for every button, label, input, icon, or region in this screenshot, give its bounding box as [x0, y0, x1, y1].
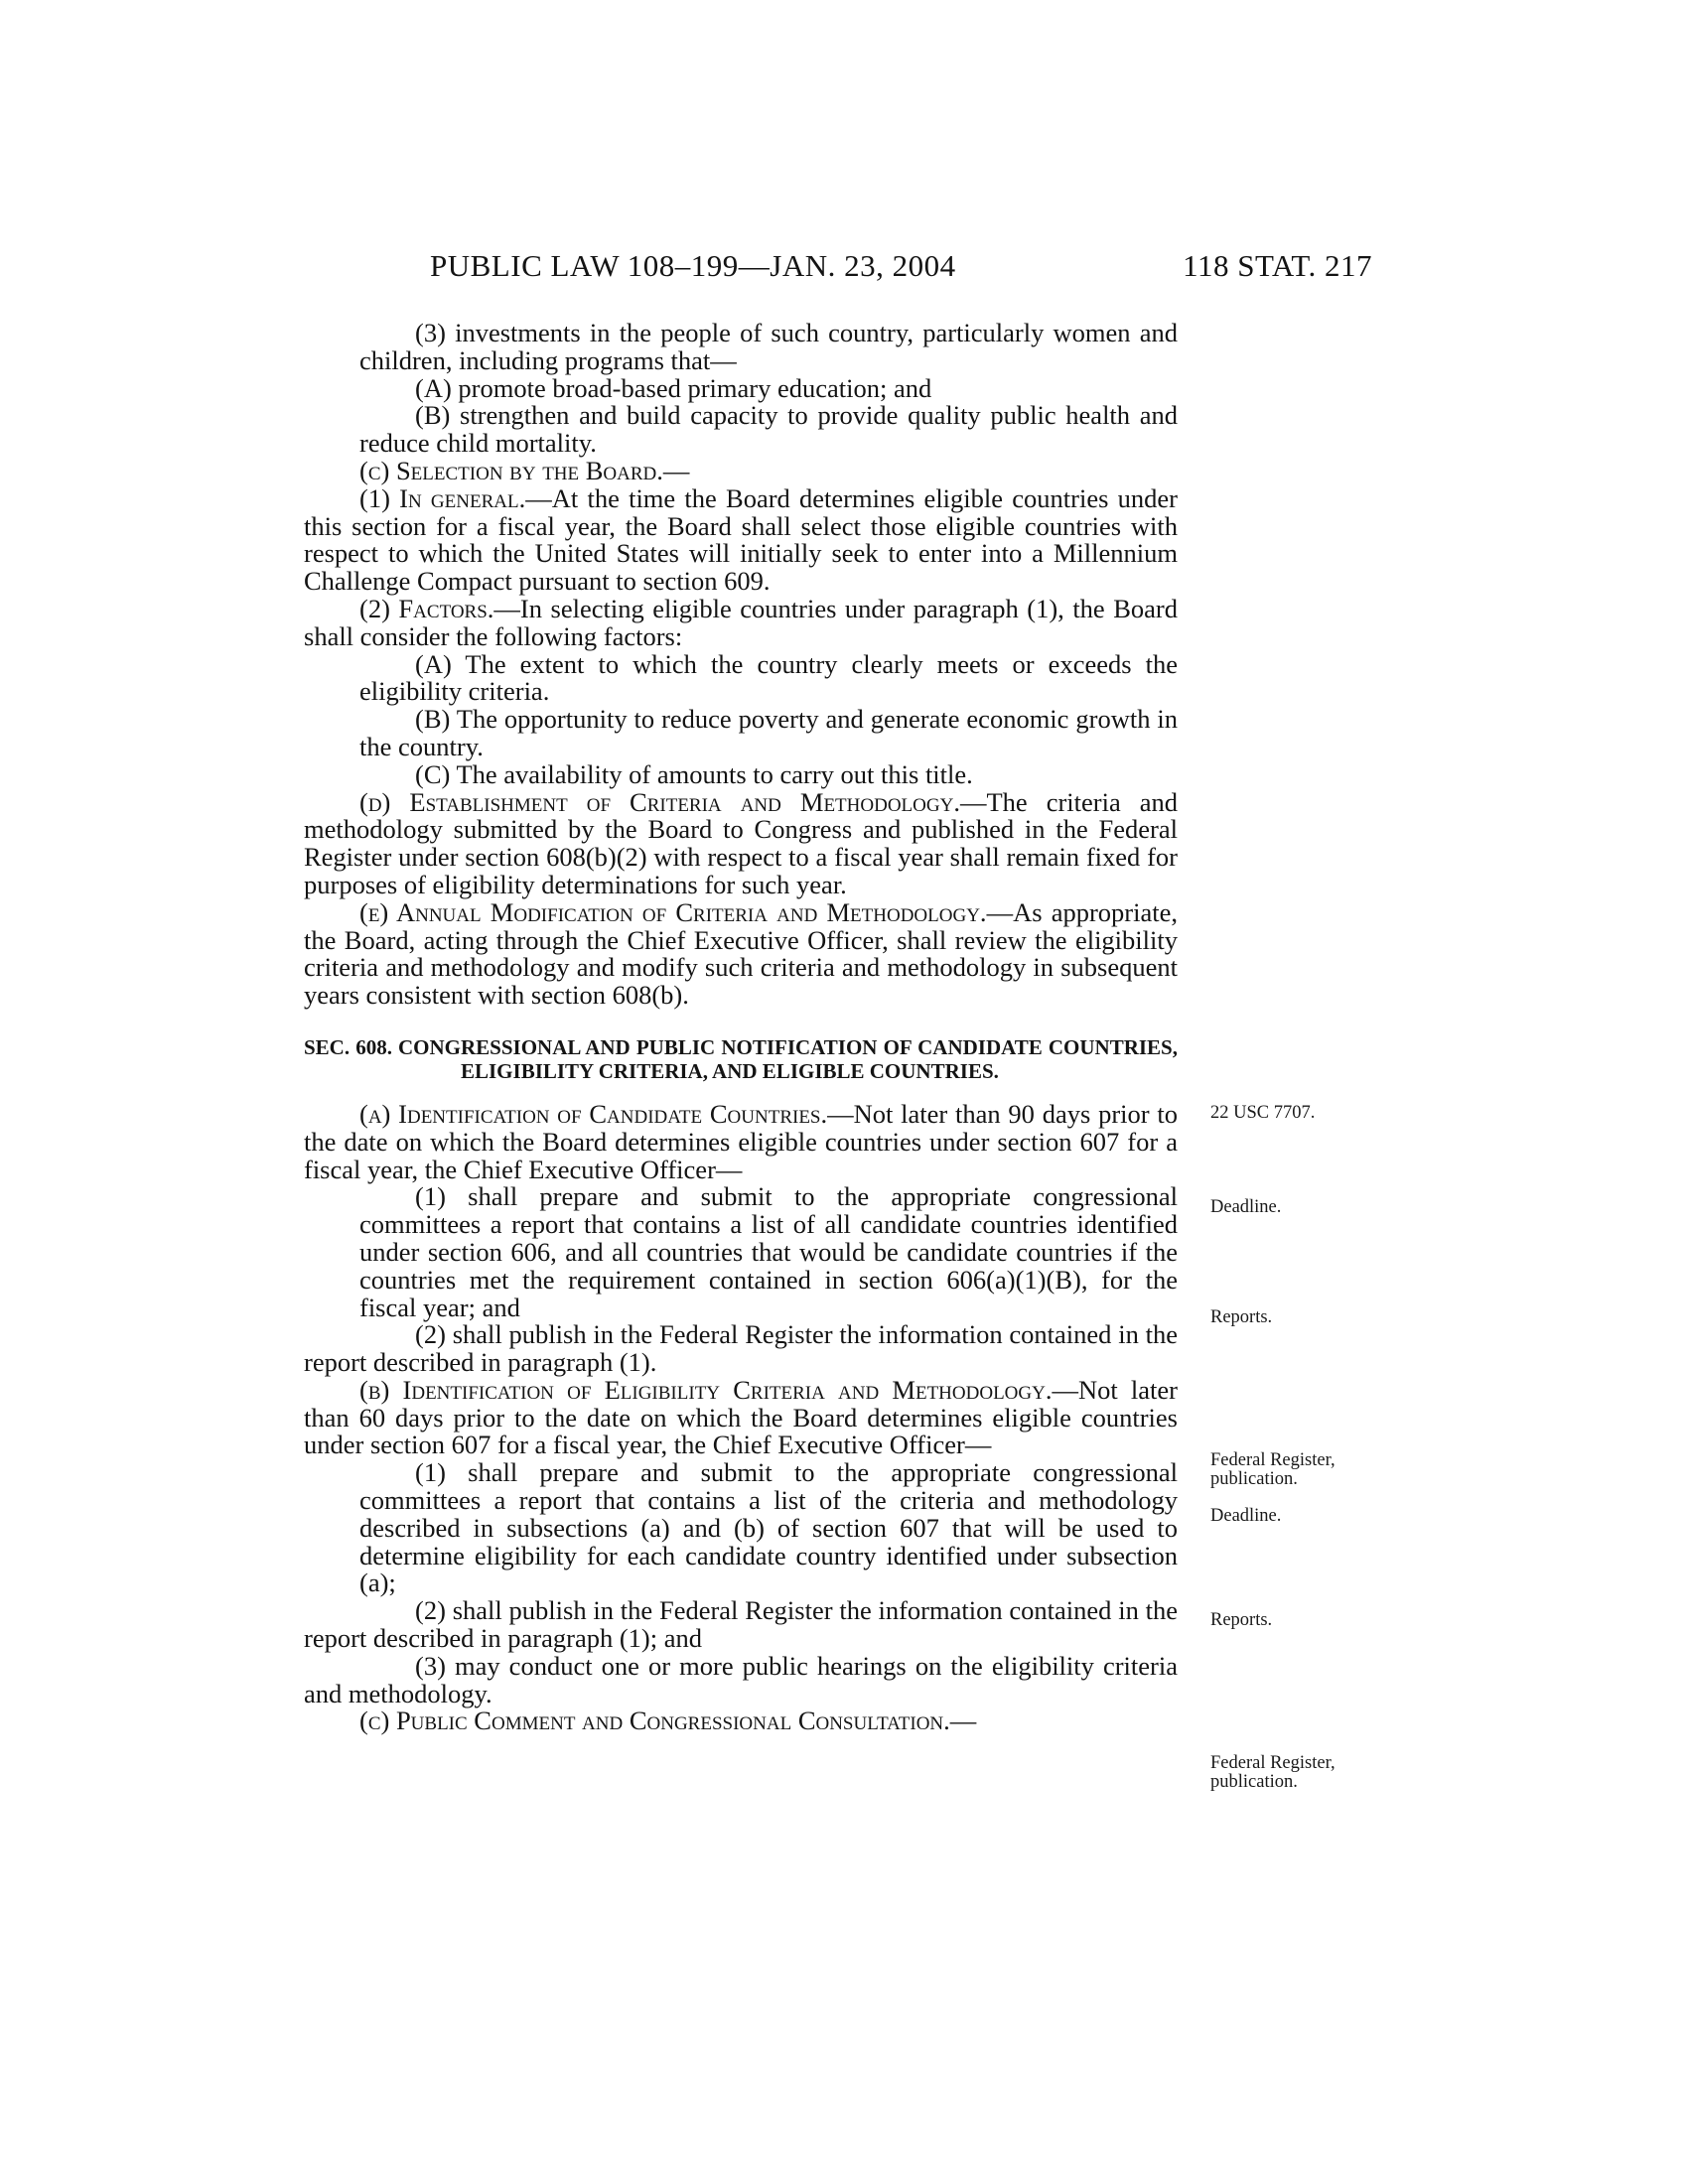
margin-note-reports: Reports.: [1210, 1610, 1273, 1630]
paragraph: (C) The availability of amounts to carry out this title.: [415, 758, 973, 789]
paragraph: (1) shall prepare and submit to the appropriate congressional committees a report that contains a list of all candidate countries identified under section 606, and all countries that would be candidate countries if the countries met the requirement contained in section 606(a)(1)(B), for the fiscal year; and: [359, 1181, 1178, 1322]
margin-note-deadline: Deadline.: [1210, 1197, 1282, 1217]
margin-note-usc: 22 USC 7707.: [1210, 1103, 1316, 1123]
margin-note-federal-register: Federal Register, publication.: [1210, 1753, 1336, 1792]
running-head: PUBLIC LAW 108–199—JAN. 23, 2004: [430, 248, 956, 283]
subsection-heading: [304, 1707, 1178, 1735]
paragraph: [304, 1374, 1178, 1460]
subsection-heading-text: (c) Selection by the Board.—: [359, 455, 690, 485]
paragraph-heading: (d) Establishment of Criteria and Methodology.: [359, 786, 960, 817]
paragraph: (A) The extent to which the country clearly meets or exceeds the eligibility criteria.: [359, 648, 1178, 707]
paragraph: (3) investments in the people of such country, particularly women and children, including programs that—: [359, 318, 1178, 375]
paragraph-text: —As appropriate, the Board, acting through the Chief Executive Officer, shall review the eligibility criteria and methodology and modify such criteria and methodology in subsequent years consistent with section 608(b).: [304, 896, 1178, 1011]
section-title: CONGRESSIONAL AND PUBLIC NOTIFICATION OF CANDIDATE COUNTRIES, ELIGIBILITY CRITERIA, AND ELIGIBLE COUNTRIES.: [398, 1034, 1178, 1083]
paragraph: (A) promote broad-based primary education; and: [415, 372, 932, 403]
paragraph: (B) strengthen and build capacity to provide quality public health and reduce child mortality.: [359, 400, 1178, 459]
paragraph-text: —The criteria and methodology submitted by the Board to Congress and published in the Federal Register under section 608(b)(2) with respect to a fiscal year shall remain fixed for purposes of eligibility determinations for such year.: [304, 786, 1179, 899]
paragraph: [304, 593, 1178, 651]
paragraph: (3) may conduct one or more public hearings on the eligibility criteria and methodology.: [304, 1650, 1178, 1708]
paragraph: [304, 896, 1178, 1011]
paragraph: [304, 482, 1178, 597]
subsection-heading-text: (c) Public Comment and Congressional Consultation.—: [359, 1706, 977, 1736]
margin-note-deadline: Deadline.: [1210, 1506, 1282, 1526]
paragraph-heading: (2) Factors.: [359, 593, 494, 623]
paragraph: (2) shall publish in the Federal Register the information contained in the report described in paragraph (1).: [304, 1319, 1178, 1378]
paragraph-heading: (1) In general.: [359, 482, 526, 513]
paragraph-text: —Not later than 90 days prior to the date on which the Board determines eligible countries under section 607 for a fiscal year, the Chief Executive Officer—: [304, 1098, 1178, 1184]
paragraph-heading: (a) Identification of Candidate Countries.: [359, 1098, 828, 1129]
paragraph-text: —Not later than 60 days prior to the date on which the Board determines eligible countries under section 607 for a fiscal year, the Chief Executive Officer—: [304, 1374, 1178, 1460]
margin-note-reports: Reports.: [1210, 1307, 1273, 1327]
paragraph-text: —At the time the Board determines eligible countries under this section for a fiscal year, the Board shall select those eligible countries with respect to which the United States will initially seek to enter into a Millennium Challenge Compact pursuant to section 609.: [304, 482, 1178, 597]
paragraph-text: —In selecting eligible countries under paragraph (1), the Board shall consider the following factors:: [304, 593, 1178, 651]
subsection-heading: [304, 455, 1178, 485]
margin-note-federal-register: Federal Register, publication.: [1210, 1450, 1336, 1489]
section-number: SEC. 608.: [304, 1034, 392, 1059]
paragraph-heading: (b) Identification of Eligibility Criteria and Methodology.: [359, 1374, 1053, 1405]
paragraph: (1) shall prepare and submit to the appropriate congressional committees a report that contains a list of the criteria and methodology described in subsections (a) and (b) of section 607 that will be used to determine eligibility for each candidate country identified under subsection (a);: [359, 1457, 1178, 1598]
paragraph: (B) The opportunity to reduce poverty and generate economic growth in the country.: [359, 704, 1178, 761]
page-citation: 118 STAT. 217: [1183, 248, 1372, 283]
paragraph-heading: (e) Annual Modification of Criteria and Methodology.: [359, 896, 987, 927]
paragraph: (2) shall publish in the Federal Register the information contained in the report described in paragraph (1); and: [304, 1595, 1178, 1654]
paragraph: [304, 786, 1179, 899]
main-text-column: [304, 320, 1178, 1735]
section-heading: [304, 1035, 1178, 1083]
paragraph: [304, 1098, 1178, 1184]
